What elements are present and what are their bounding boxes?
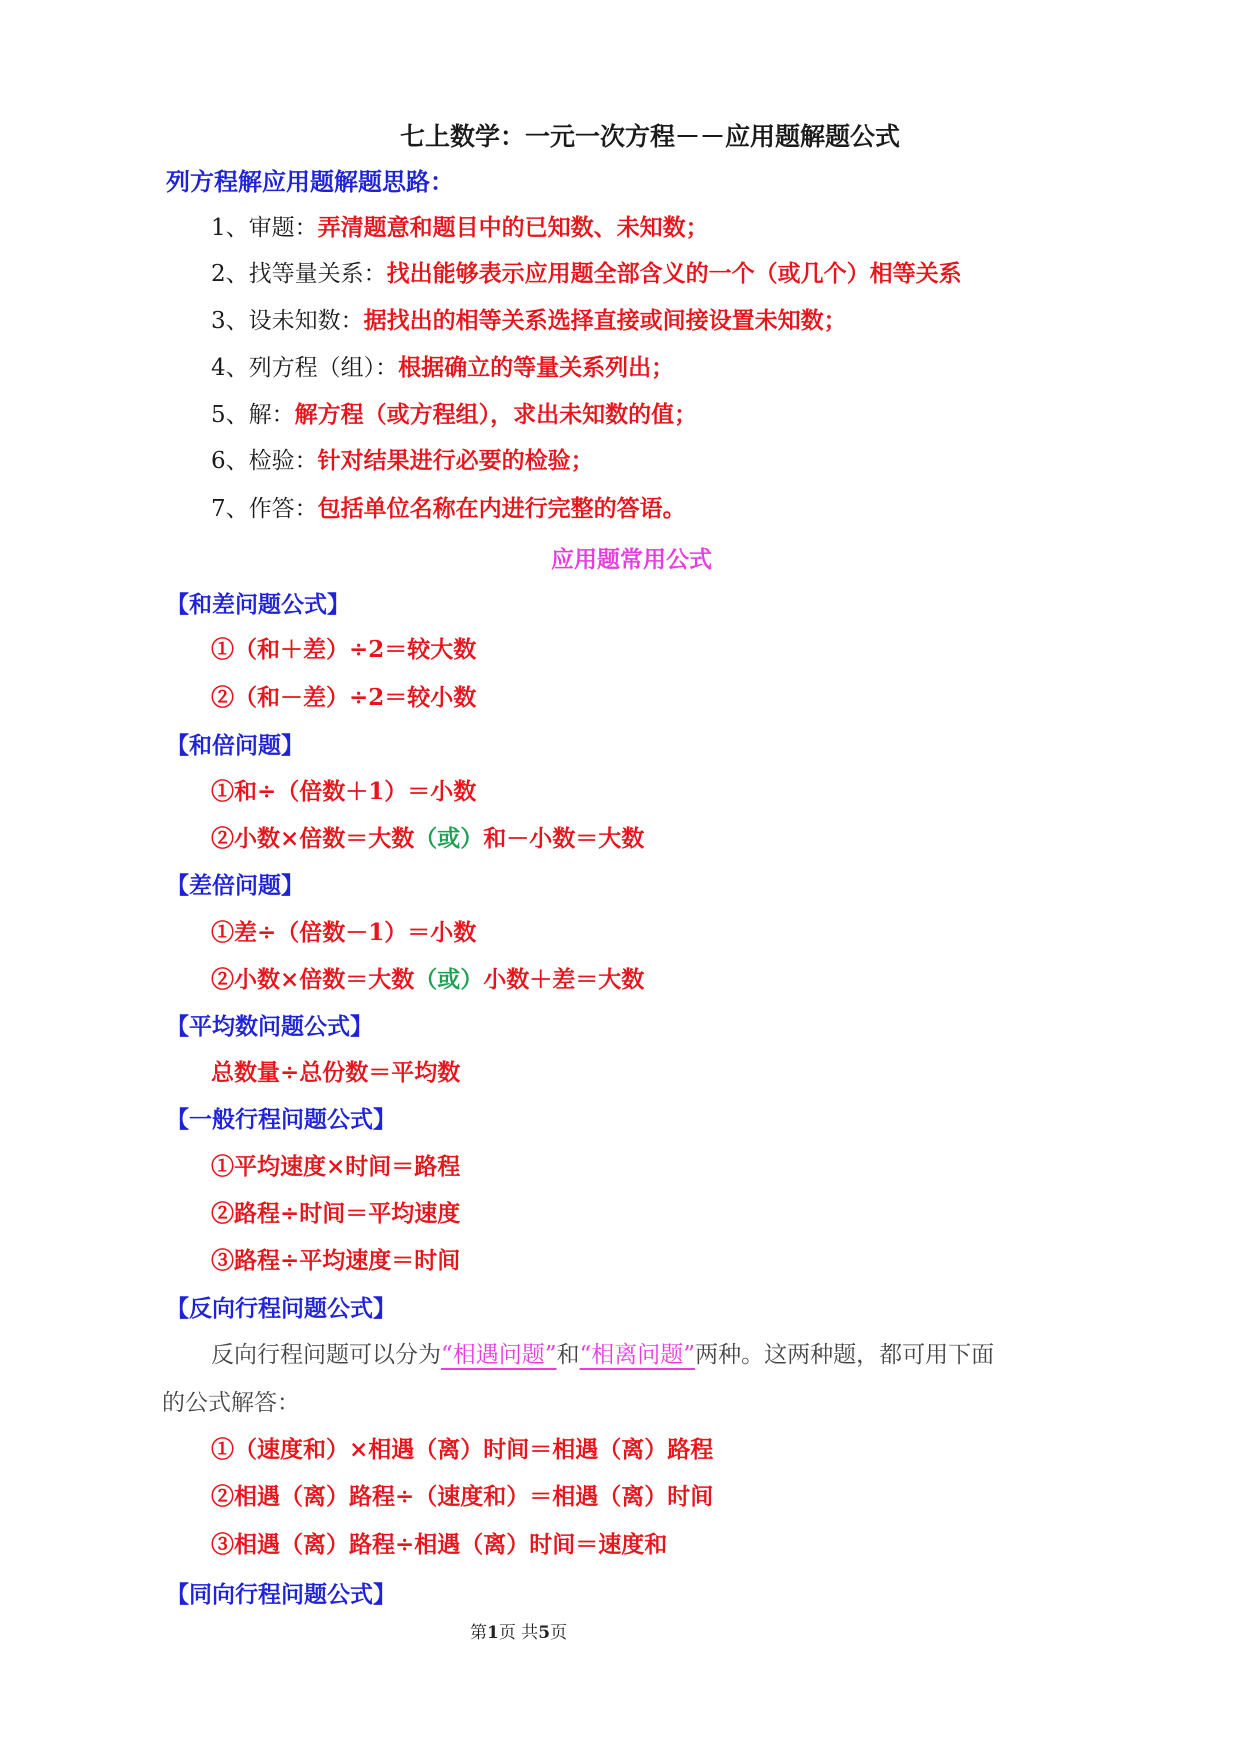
- step-label: 6、检验：: [211, 448, 318, 474]
- step-text: 据找出的相等关系选择直接或间接设置未知数；: [363, 307, 847, 334]
- step-label: 1、审题：: [211, 215, 318, 241]
- separation-problem-link[interactable]: “相离问题”: [579, 1342, 696, 1368]
- step-item: [211, 446, 594, 476]
- section-heading-same-direction: 【同向行程问题公式】: [166, 1581, 396, 1608]
- formula: ①差÷（倍数－1）＝小数: [211, 919, 477, 946]
- step-item: [211, 353, 674, 383]
- step-item: [211, 213, 709, 243]
- or-connector: （或）: [414, 825, 484, 852]
- step-text: 包括单位名称在内进行完整的答语。: [317, 495, 686, 522]
- intro-heading: 列方程解应用题解题思路：: [166, 167, 454, 196]
- formula: 总数量÷总份数＝平均数: [211, 1059, 461, 1086]
- formula: [211, 824, 644, 854]
- document-title: 七上数学：一元一次方程－－应用题解题公式: [400, 122, 901, 151]
- step-text: 找出能够表示应用题全部含义的一个（或几个）相等关系: [386, 260, 962, 287]
- step-label: 7、作答：: [211, 496, 318, 522]
- footer-text: 第: [470, 1623, 487, 1643]
- formula-part: 和－小数＝大数: [483, 825, 645, 852]
- step-item: [211, 494, 686, 524]
- section-heading-travel: 【一般行程问题公式】: [166, 1106, 396, 1133]
- formula-part: ②小数×倍数＝大数: [211, 825, 415, 852]
- formula: ①（速度和）×相遇（离）时间＝相遇（离）路程: [211, 1436, 714, 1463]
- step-text: 根据确立的等量关系列出；: [398, 354, 675, 381]
- formula-part: ②小数×倍数＝大数: [211, 966, 415, 993]
- step-text: 解方程（或方程组），求出未知数的值；: [294, 401, 698, 428]
- formula: ②相遇（离）路程÷（速度和）＝相遇（离）时间: [211, 1483, 714, 1510]
- section-heading-diff-multiple: 【差倍问题】: [166, 872, 304, 899]
- section-heading-average: 【平均数问题公式】: [166, 1013, 373, 1040]
- step-text: 针对结果进行必要的检验；: [317, 447, 594, 474]
- paragraph-text: 和: [556, 1342, 580, 1368]
- step-label: 2、找等量关系：: [211, 261, 387, 287]
- formula: ③路程÷平均速度＝时间: [211, 1247, 461, 1274]
- formula: [211, 965, 644, 995]
- step-item: [211, 400, 697, 430]
- section-heading-sum-multiple: 【和倍问题】: [166, 732, 304, 759]
- current-page-number: 1: [487, 1623, 499, 1643]
- step-text: 弄清题意和题目中的已知数、未知数；: [317, 214, 709, 241]
- section-heading-opposite: 【反向行程问题公式】: [166, 1295, 396, 1322]
- formulas-heading: 应用题常用公式: [551, 546, 712, 573]
- footer-text: 页 共: [498, 1623, 539, 1643]
- formula: ①和÷（倍数＋1）＝小数: [211, 778, 477, 805]
- meeting-problem-link[interactable]: “相遇问题”: [441, 1342, 557, 1368]
- paragraph-line: [211, 1340, 994, 1370]
- step-item: [211, 259, 962, 289]
- step-item: [211, 306, 847, 336]
- footer-text: 页: [550, 1623, 568, 1643]
- formula: ③相遇（离）路程÷相遇（离）时间＝速度和: [211, 1531, 668, 1558]
- total-page-number: 5: [538, 1623, 551, 1643]
- step-label: 4、列方程（组）：: [211, 355, 399, 381]
- section-heading-sum-diff: 【和差问题公式】: [166, 591, 350, 618]
- or-connector: （或）: [414, 966, 484, 993]
- formula: ②路程÷时间＝平均速度: [211, 1200, 461, 1227]
- page-footer: [470, 1618, 567, 1648]
- formula: ②（和－差）÷2＝较小数: [211, 684, 477, 711]
- formula: ①平均速度×时间＝路程: [211, 1153, 461, 1180]
- step-label: 5、解：: [211, 402, 295, 428]
- step-label: 3、设未知数：: [211, 308, 364, 334]
- paragraph-text: 两种。这两种题，都可用下面: [695, 1342, 995, 1368]
- paragraph-text: 反向行程问题可以分为: [211, 1342, 441, 1368]
- formula-part: 小数＋差＝大数: [483, 966, 645, 993]
- paragraph-line: 的公式解答：: [162, 1390, 300, 1416]
- formula: ①（和＋差）÷2＝较大数: [211, 636, 477, 663]
